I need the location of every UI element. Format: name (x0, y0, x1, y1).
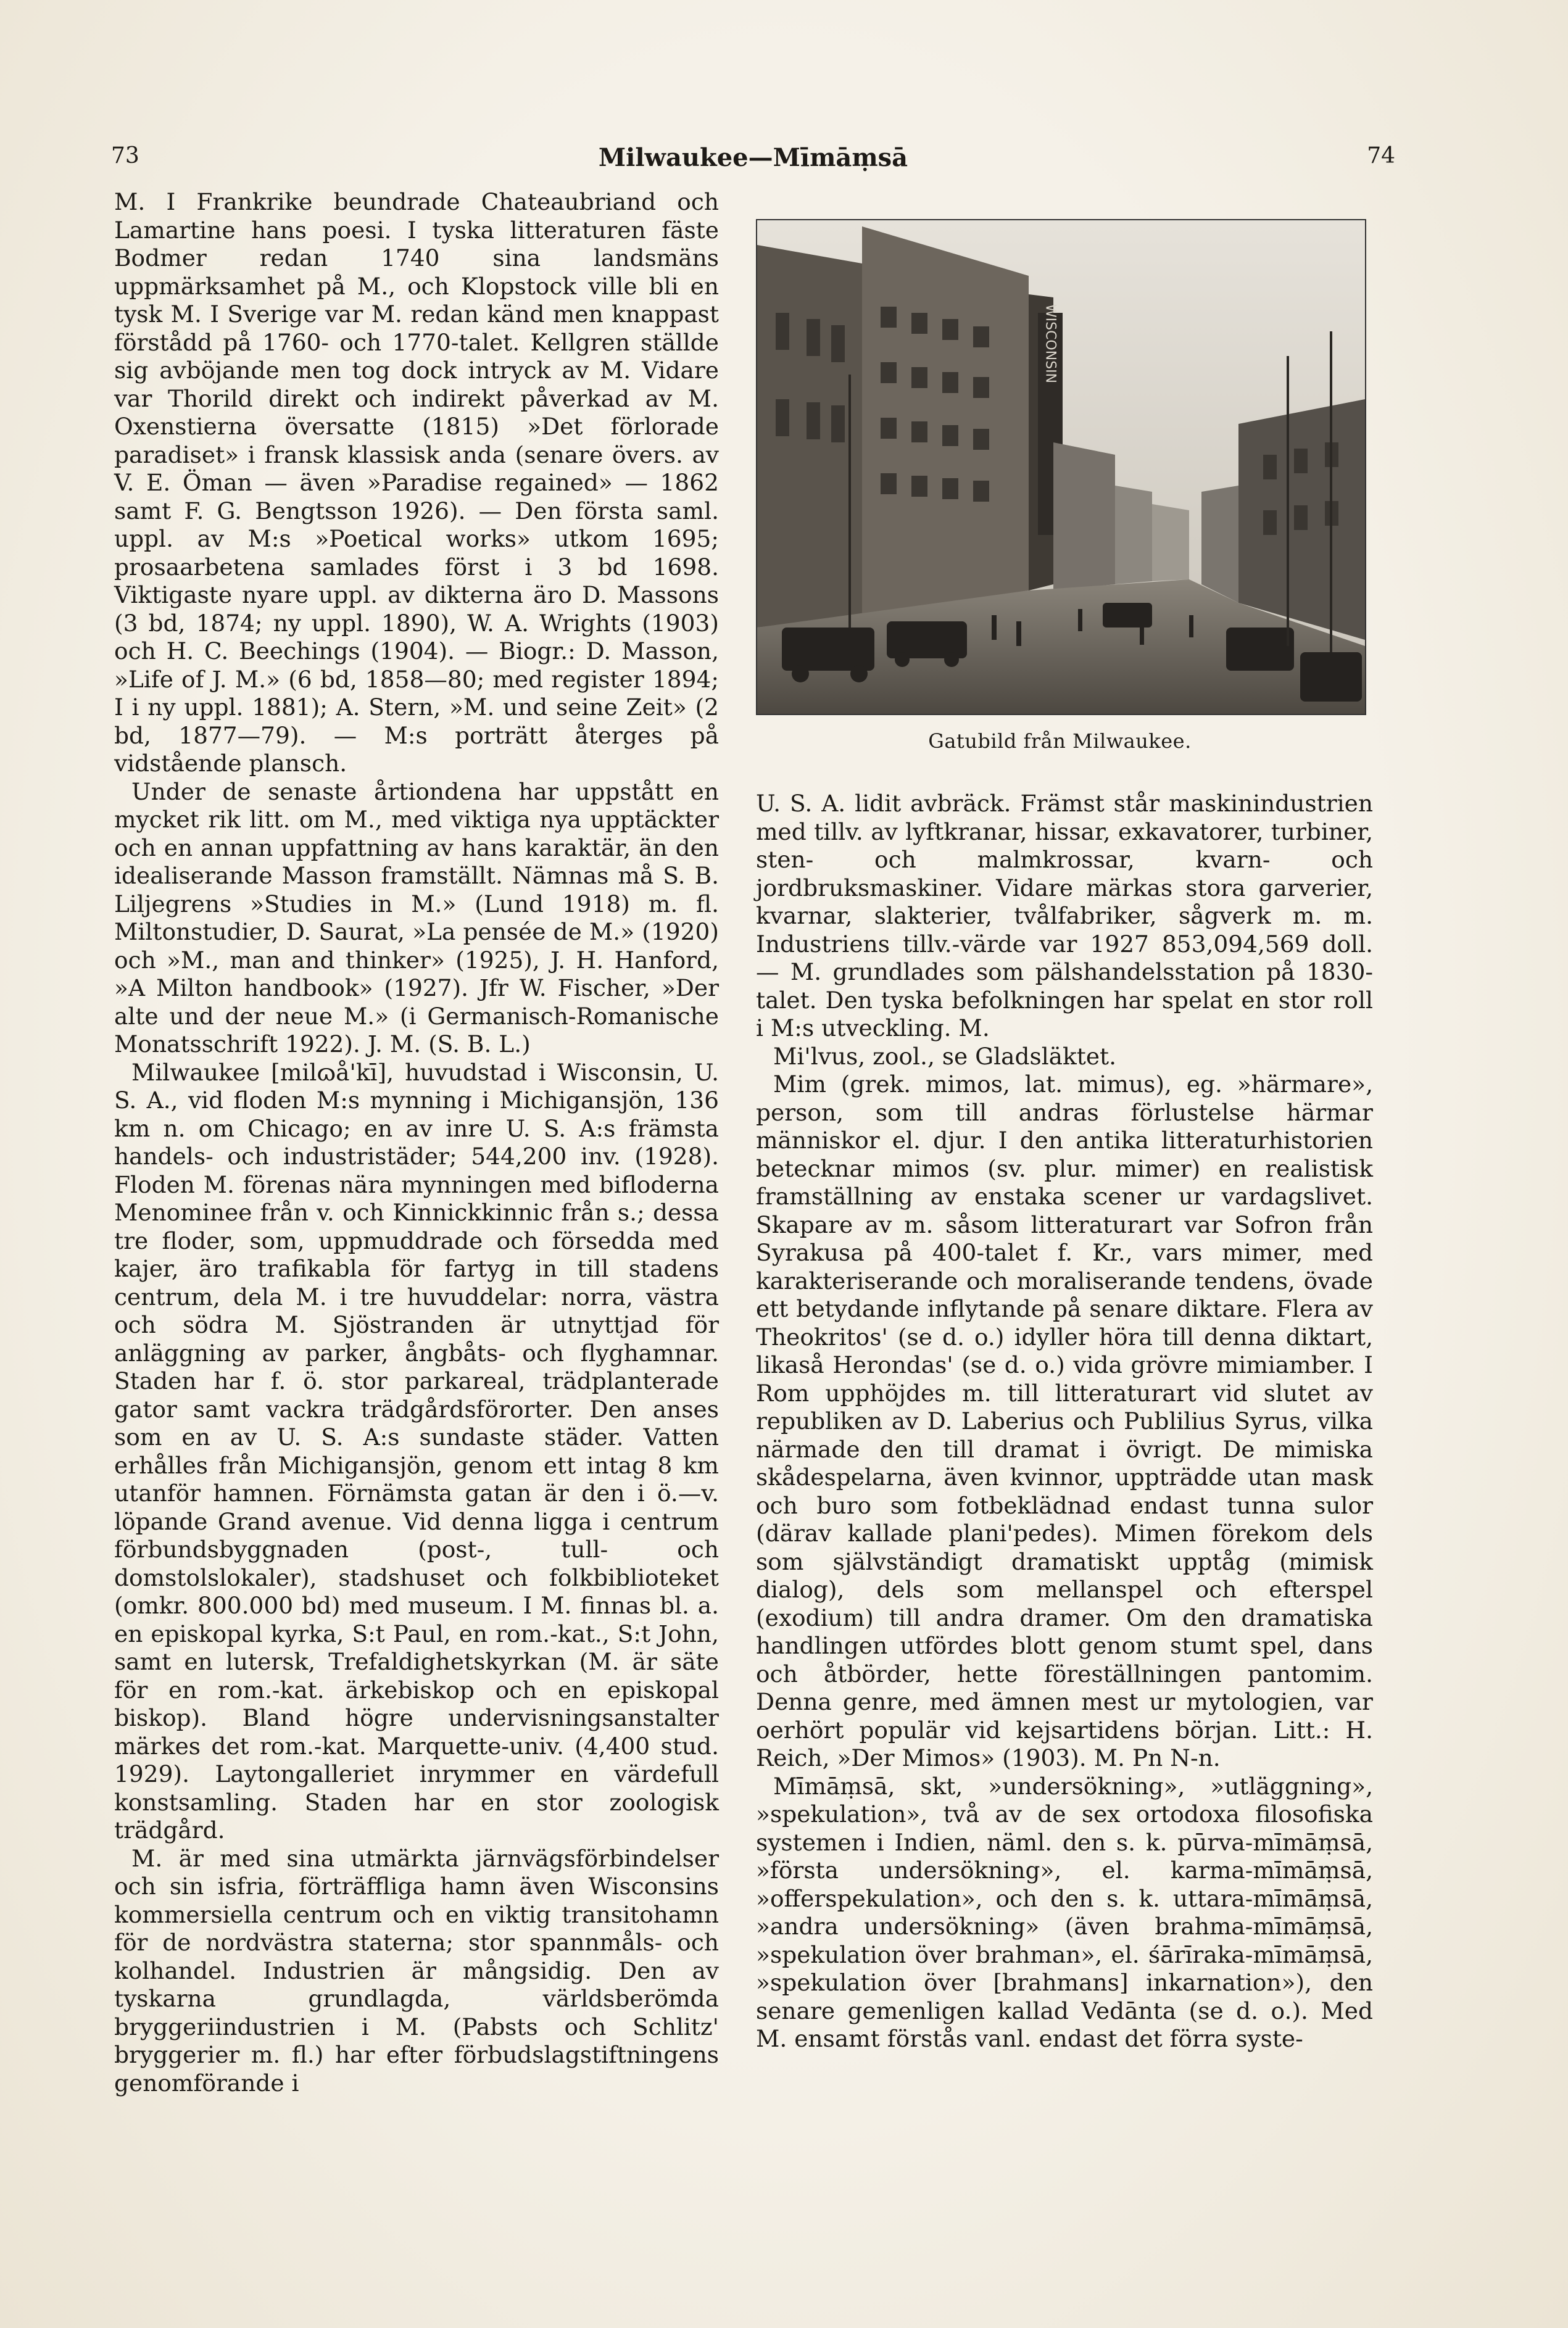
running-title: Milwaukee—Mīmāṃsā (598, 143, 908, 172)
paragraph-milton-reception: M. I Frankrike beundrade Chateaubriand och Lamartine hans poesi. I tyska litteraturen fäste Bodmer redan 1740 sina landsmäns uppmärksamhet på M., och Klopstock ville bli en tysk M. I Sverige var M. redan känd men knappast förstådd på 1760- och 1770-talet. Kellgren ställde sig avböjande men tog dock intryck av M. Vidare var Thorild direkt och indirekt påverkad av M. Oxenstierna översatte (1815) »Det förlorade paradiset» i fransk klassisk anda (senare övers. av V. E. Öman — även »Paradise regained» — 1862 samt F. G. Bengtsson 1926). — Den första saml. uppl. av M:s »Poetical works» utkom 1695; prosaarbetena samlades först i 3 bd 1698. Viktigaste nyare uppl. av dikterna äro D. Massons (3 bd, 1874; ny uppl. 1890), W. A. Wrights (1903) och H. C. Beechings (1904). — Biogr.: D. Masson, »Life of J. M.» (6 bd, 1858—80; med register 1894; I i ny uppl. 1881); A. Stern, »M. und seine Zeit» (2 bd, 1877—79). — M:s porträtt återges på vidstående plansch. (114, 188, 719, 777)
paragraph-milwaukee-continued: U. S. A. lidit avbräck. Främst står maskinindustrien med tillv. av lyftkranar, hissar, exkavatorer, turbiner, sten- och malmkrossar, kvarn- och jordbruksmaskiner. Vidare märkas stora garverier, kvarnar, slakterier, tvålfabriker, sågverk m. m. Industriens tillv.-värde var 1927 853,094,569 doll. — M. grundlades som pälshandelsstation på 1830-talet. Den tyska befolkningen har spelat en stor roll i M:s utveckling. M. (756, 790, 1373, 1042)
entry-milwaukee: Milwaukee [milɷå'kī], huvudstad i Wisconsin, U. S. A., vid floden M:s mynning i Michigansjön, 136 km n. om Chicago; en av inre U. S. A:s främsta handels- och industristäder; 544,200 inv. (1928). Floden M. förenas nära mynningen med bifloderna Menominee från v. och Kinnickkinnic från s.; dessa tre floder, som, uppmuddrade och försedda med kajer, äro trafikabla för fartyg in till stadens centrum, dela M. i tre huvuddelar: norra, västra och södra M. Sjöstranden är utnyttjad för anläggning av parker, ångbåts- och flyghamnar. Staden har f. ö. stor parkareal, trädplanterade gator samt vackra trädgårdsförorter. Den anses som en av U. S. A:s sundaste städer. Vatten erhålles från Michigansjön, genom ett intag 8 km utanför hamnen. Förnämsta gatan är den i ö.—v. löpande Grand avenue. Vid denna ligga i centrum förbundsbyggnaden (post-, tull- och domstolslokaler), stadshuset och folkbiblioteket (omkr. 800.000 bd) med museum. I M. finnas bl. a. en episkopal kyrka, S:t Paul, en rom.-kat., S:t John, samt en lutersk, Trefaldighetskyrkan (M. är säte för en rom.-kat. ärkebiskop och en episkopal biskop). Bland högre undervisningsanstalter märkes det rom.-kat. Marquette-univ. (4,400 stud. 1929). Laytongalleriet inrymmer en värdefull konstsamling. Staden har en stor zoologisk trädgård. (114, 1058, 719, 1844)
entry-mimamsa: Mīmāṃsā, skt, »undersökning», »utläggning», »spekulation», två av de sex ortodoxa filosofiska systemen i Indien, näml. den s. k. pūrva-mīmāṃsā, »första undersökning», el. karma-mīmāṃsā, »offerspekulation», och den s. k. uttara-mīmāṃsā, »andra undersökning» (även brahma-mīmāṃsā, »spekulation över brahman», el. śārīraka-mīmāṃsā, »spekulation över [brahmans] inkarnation»), den senare gemenligen kallad Vedānta (se d. o.). Med M. ensamt förstås vanl. endast det förra syste- (756, 1772, 1373, 2052)
page-header (111, 143, 1395, 186)
street-photo-illustration (757, 220, 1365, 714)
right-column (756, 790, 1373, 2053)
entry-milvus: Mi'lvus, zool., se Gladsläktet. (773, 1042, 1117, 1070)
paragraph-milwaukee-industry: M. är med sina utmärkta järnvägsförbindelser och sin isfria, förträffliga hamn även Wisconsins kommersiella centrum och en viktig transitohamn för de nordvästra staterna; stor spannmåls- och kolhandel. Industrien är mångsidig. Den av tyskarna grundlagda, världsberömda bryggeriindustrien i M. (Pabsts och Schlitz' bryggerier m. fl.) har efter förbudslagstiftningens genomförande i (114, 1844, 719, 2097)
page-number-left: 73 (111, 143, 139, 168)
page-number-right: 74 (1367, 143, 1395, 168)
building-sign: WISCONSIN (1042, 304, 1058, 384)
street-photo-milwaukee (756, 219, 1366, 715)
entry-mim: Mim (grek. mimos, lat. mimus), eg. »härmare», person, som till andras förlustelse härmar människor el. djur. I den antika litteraturhistorien betecknar mimos (sv. plur. mimer) en realistisk framställning av enstaka scener ur vardagslivet. Skapare av m. såsom litteraturart var Sofron från Syrakusa på 400-talet f. Kr., vars mimer, med karakteriserande och moraliserande tendens, övade ett betydande inflytande på senare diktare. Flera av Theokritos' (se d. o.) idyller höra till denna diktart, likaså Herondas' (se d. o.) vida grövre mimiamber. I Rom upphöjdes m. till litteraturart vid slutet av republiken av D. Laberius och Publilius Syrus, vilka närmade den till dramat i övrigt. De mimiska skådespelarna, även kvinnor, uppträdde utan mask och buro som fotbeklädnad endast tunna sulor (därav kallade plani'pedes). Mimen förekom dels som självständigt dramatiskt upptåg (mimisk dialog), dels som mellanspel och efterspel (exodium) till andra dramer. Om den dramatiska handlingen utfördes blott genom stumt spel, dans och åtbörder, hette föreställningen pantomim. Denna genre, med ämnen mest ur mytologien, var oerhört populär vid kejsartidens början. Litt.: H. Reich, »Der Mimos» (1903). M. Pn N-n. (756, 1071, 1373, 1771)
left-column (114, 188, 719, 2097)
figure-caption: Gatubild från Milwaukee. (928, 729, 1192, 753)
paragraph-milton-literature: Under de senaste årtiondena har uppstått en mycket rik litt. om M., med viktiga nya upptäckter och en annan uppfattning av hans karaktär, än den idealiserande Masson framställt. Nämnas må S. B. Liljegrens »Studies in M.» (Lund 1918) m. fl. Miltonstudier, D. Saurat, »La pensée de M.» (1920) och »M., man and thinker» (1925), J. H. Hanford, »A Milton handbook» (1927). Jfr W. Fischer, »Der alte und der neue M.» (i Germanisch-Romanische Monatsschrift 1922). J. M. (S. B. L.) (114, 777, 719, 1058)
